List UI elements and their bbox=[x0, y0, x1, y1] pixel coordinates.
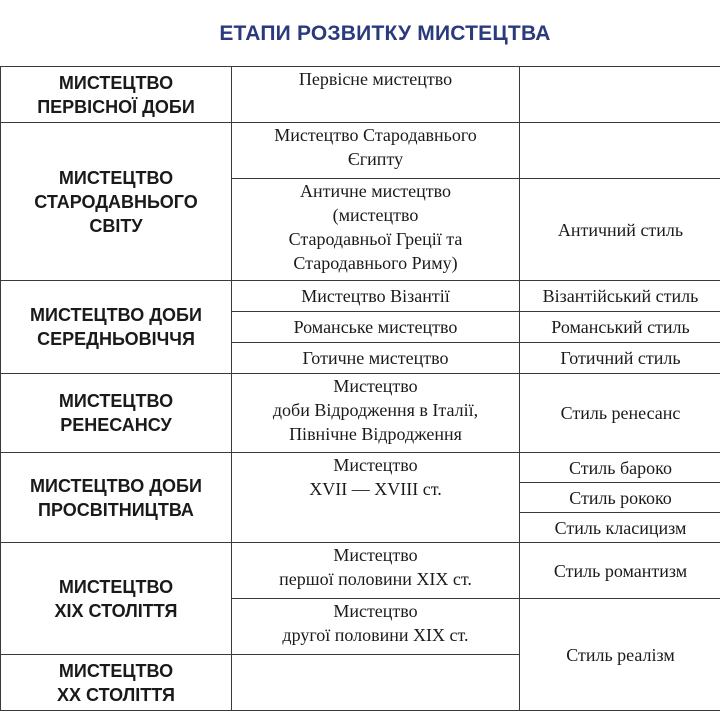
style-cell-gothic: Готичний стиль bbox=[520, 343, 720, 374]
era-label: ПЕРВІСНОЇ ДОБИ bbox=[37, 96, 195, 117]
era-label: МИСТЕЦТВО ДОБИ bbox=[30, 305, 202, 325]
era-cell-20c bbox=[1, 655, 232, 711]
style-cell-rococo: Стиль рококо bbox=[520, 483, 720, 513]
style-cell-realism: Стиль реалізм bbox=[520, 599, 720, 711]
page-title: ЕТАПИ РОЗВИТКУ МИСТЕЦТВА bbox=[219, 22, 551, 45]
art-label: Мистецтво bbox=[333, 601, 418, 621]
style-cell-classicism: Стиль класицизм bbox=[520, 513, 720, 543]
art-cell-renaissance bbox=[232, 374, 520, 453]
era-label: МИСТЕЦТВО bbox=[58, 167, 174, 188]
style-cell-byzantium: Візантійський стиль bbox=[520, 281, 720, 312]
era-label: СТАРОДАВНЬОГО bbox=[34, 191, 198, 212]
art-label: Північне Відродження bbox=[289, 424, 462, 444]
art-label: Первісне мистецтво bbox=[298, 69, 453, 89]
art-label: Мистецтво Стародавнього bbox=[274, 125, 477, 145]
art-label: Мистецтво bbox=[333, 376, 418, 396]
table-row bbox=[1, 123, 720, 179]
table-row bbox=[1, 543, 720, 599]
art-label: Мистецтво bbox=[333, 545, 418, 565]
style-cell-egypt bbox=[520, 123, 720, 179]
era-label: МИСТЕЦТВО bbox=[58, 72, 174, 93]
era-label: XIX СТОЛІТТЯ bbox=[54, 600, 178, 621]
table-row bbox=[1, 281, 720, 312]
art-cell-egypt bbox=[232, 123, 520, 179]
style-cell-antique: Античний стиль bbox=[520, 179, 720, 281]
art-label: Стародавнього Риму) bbox=[293, 253, 458, 273]
art-label: Мистецтво bbox=[333, 455, 418, 475]
table-row bbox=[1, 453, 720, 483]
era-cell-primitive bbox=[1, 67, 232, 123]
era-label: ПРОСВІТНИЦТВА bbox=[38, 499, 194, 520]
era-label: РЕНЕСАНСУ bbox=[60, 415, 172, 435]
era-label: СВІТУ bbox=[89, 215, 143, 236]
art-label: XVII — XVIII ст. bbox=[309, 479, 442, 499]
art-cell-antique bbox=[232, 179, 520, 281]
era-cell-19c bbox=[1, 543, 232, 655]
art-cell-19c-second bbox=[232, 599, 520, 655]
era-label: МИСТЕЦТВО ДОБИ bbox=[30, 475, 202, 496]
era-cell-ancient bbox=[1, 123, 232, 281]
style-cell-baroque: Стиль бароко bbox=[520, 453, 720, 483]
art-cell-enlightenment bbox=[232, 453, 520, 543]
era-cell-medieval bbox=[1, 281, 232, 374]
era-label: МИСТЕЦТВО bbox=[58, 391, 174, 411]
art-cell-gothic: Готичне мистецтво bbox=[232, 343, 520, 374]
style-cell-romanticism: Стиль романтизм bbox=[520, 543, 720, 599]
art-label: доби Відродження в Італії, bbox=[272, 400, 479, 420]
table-row bbox=[1, 67, 720, 123]
era-label: XX СТОЛІТТЯ bbox=[57, 684, 175, 705]
art-label: (мистецтво bbox=[332, 205, 419, 225]
era-cell-enlightenment bbox=[1, 453, 232, 543]
style-cell-renaissance: Стиль ренесанс bbox=[520, 374, 720, 453]
era-label: МИСТЕЦТВО bbox=[58, 660, 174, 681]
table-row bbox=[1, 374, 720, 453]
art-label: Античне мистецтво bbox=[299, 181, 452, 201]
art-cell-primitive bbox=[232, 67, 520, 123]
style-cell-romanesque: Романський стиль bbox=[520, 312, 720, 343]
art-stages-table bbox=[0, 66, 720, 711]
era-cell-renaissance bbox=[1, 374, 232, 453]
art-label: першої половини XIX ст. bbox=[279, 569, 472, 589]
art-cell-romanesque: Романське мистецтво bbox=[232, 312, 520, 343]
art-label: Стародавньої Греції та bbox=[288, 229, 463, 249]
art-cell-20c bbox=[232, 655, 520, 711]
art-label: Єгипту bbox=[347, 149, 404, 169]
era-label: СЕРЕДНЬОВІЧЧЯ bbox=[37, 329, 195, 349]
era-label: МИСТЕЦТВО bbox=[58, 576, 174, 597]
art-label: другої половини XIX ст. bbox=[282, 625, 469, 645]
style-cell-primitive bbox=[520, 67, 720, 123]
art-cell-byzantium: Мистецтво Візантії bbox=[232, 281, 520, 312]
art-cell-19c-first bbox=[232, 543, 520, 599]
